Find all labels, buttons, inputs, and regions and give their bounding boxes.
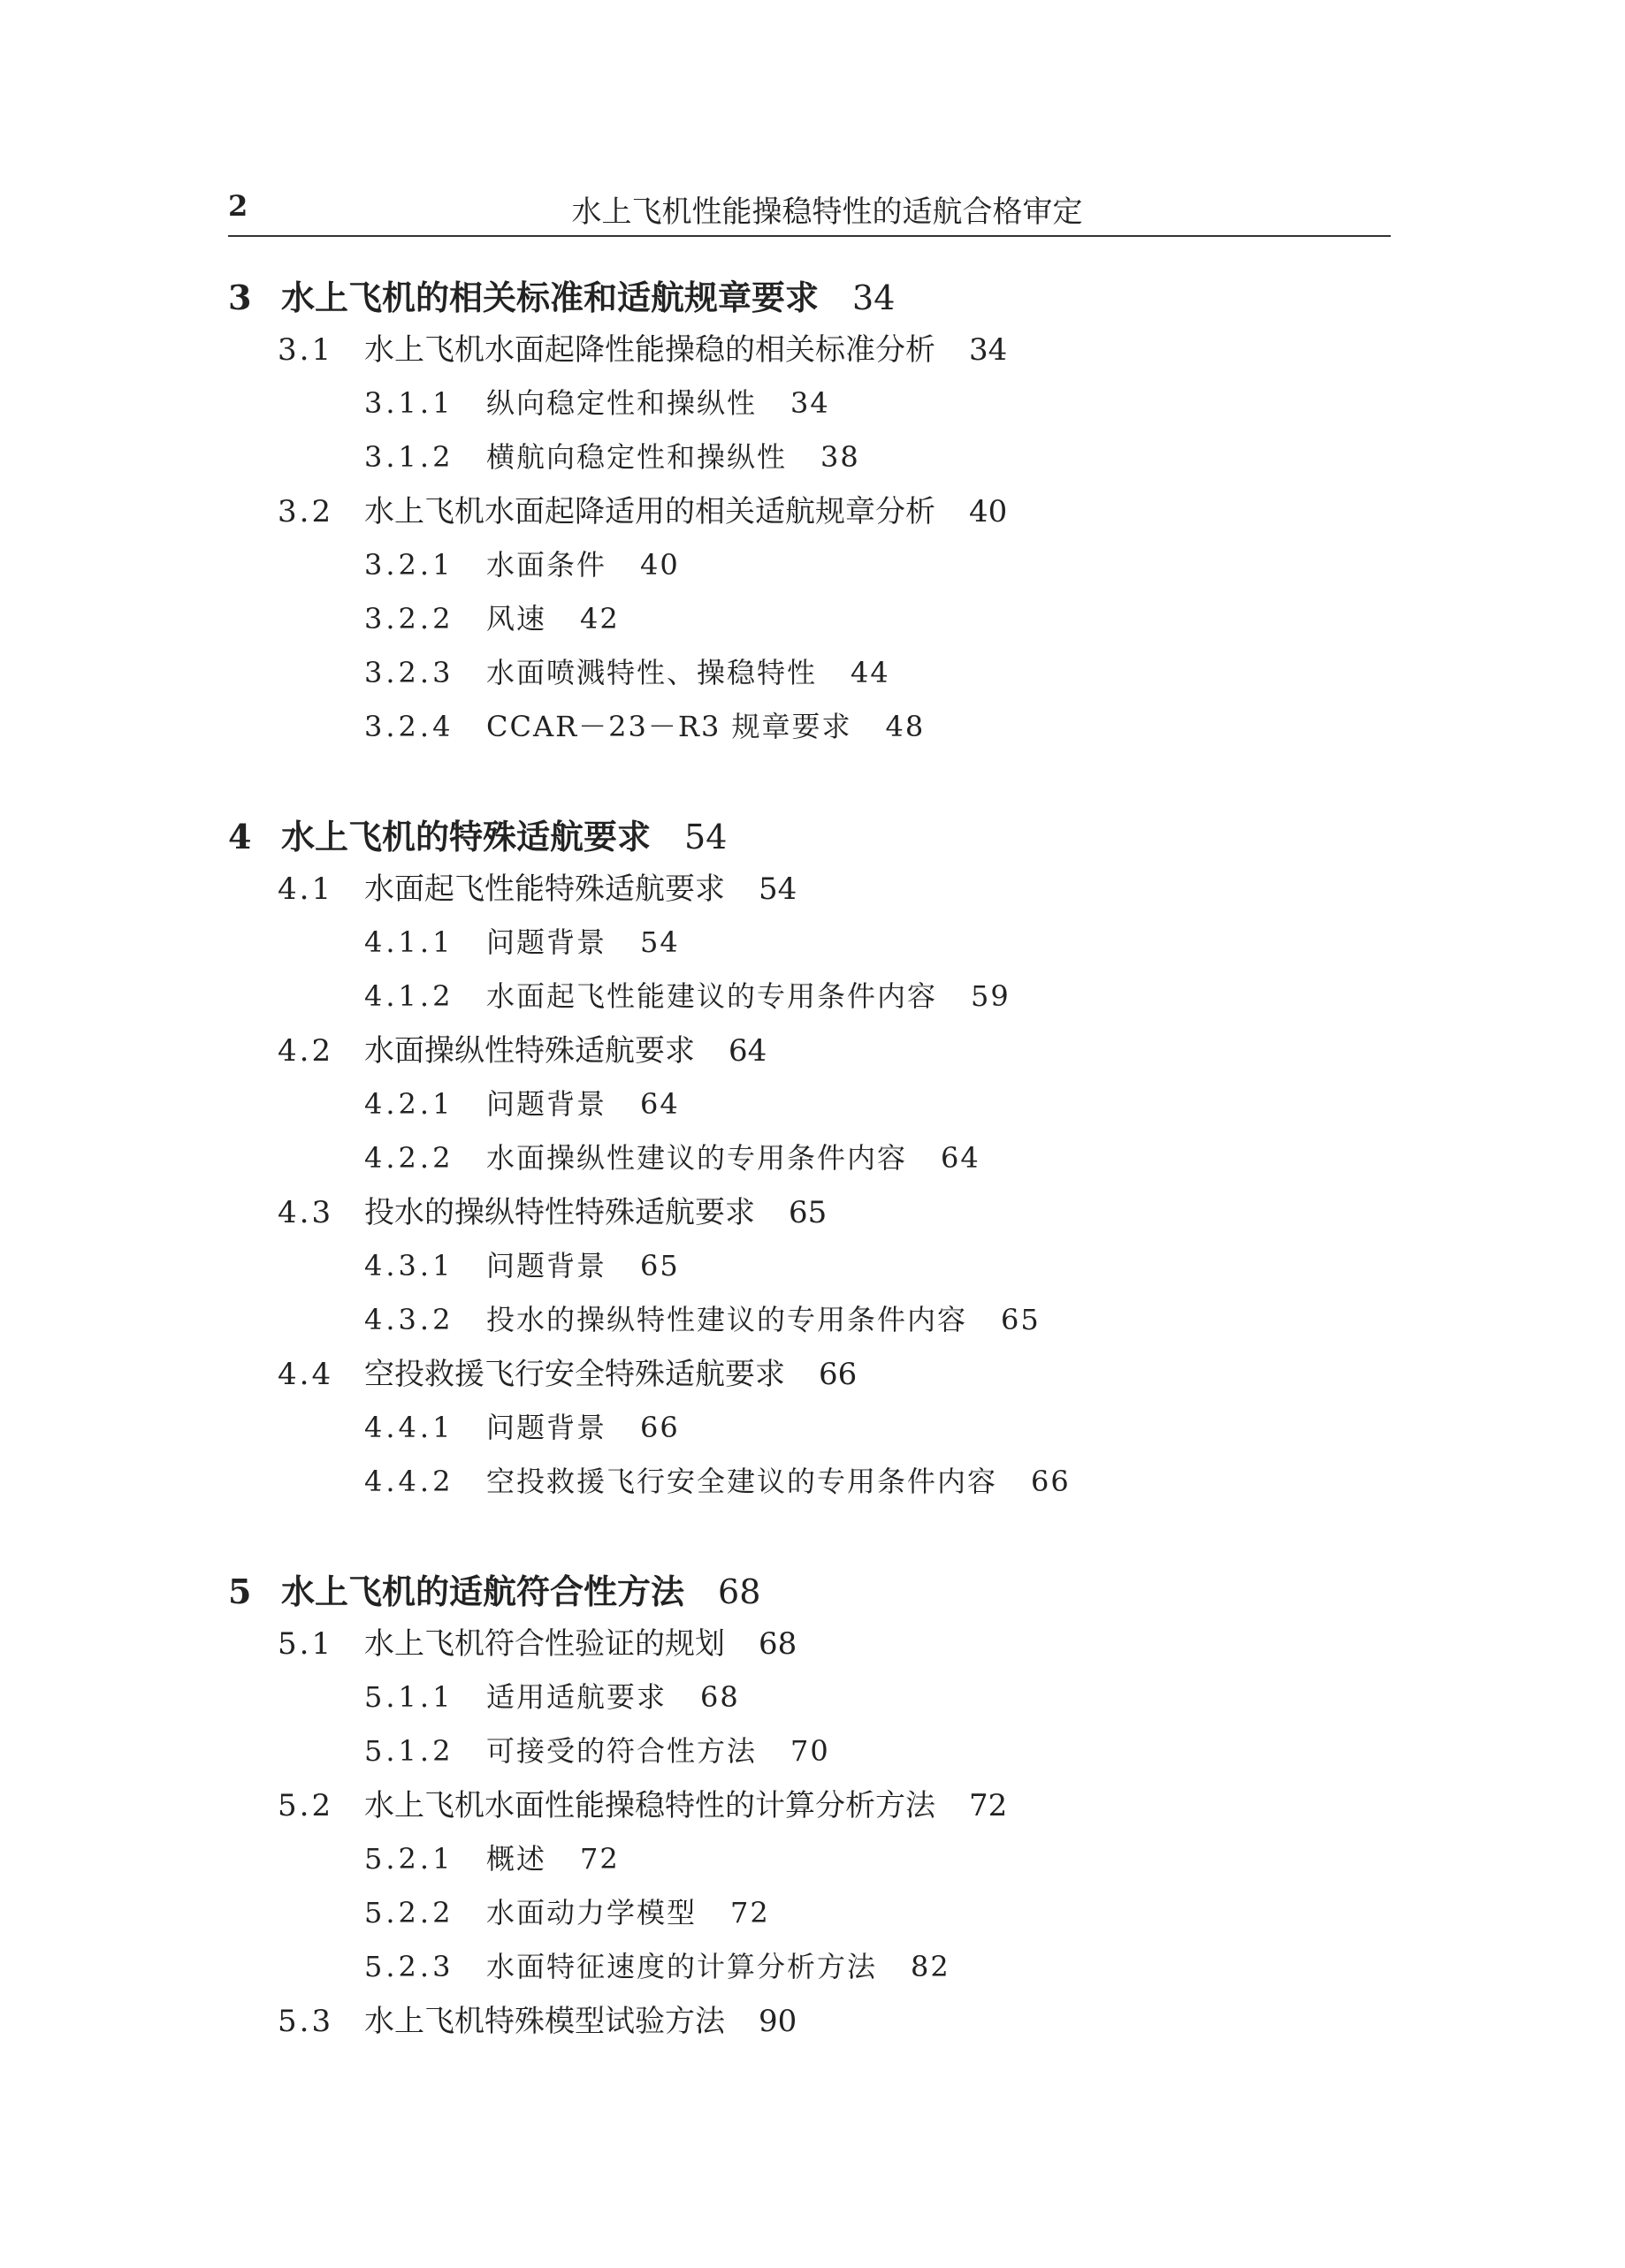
toc-entry-number: 3.1.2 (364, 440, 454, 474)
toc-entry (364, 1896, 770, 1929)
toc-entry-page: 70 (790, 1734, 830, 1768)
toc-entry (278, 1195, 828, 1230)
toc-entry-page: 66 (819, 1357, 858, 1392)
toc-entry-number: 4.4.2 (364, 1465, 454, 1498)
toc-entry-title: 问题背景 (486, 1087, 607, 1121)
toc-entry-number: 5.1.2 (364, 1734, 454, 1768)
toc-entry-page: 90 (759, 2004, 797, 2039)
toc-entry-title: 水面特征速度的计算分析方法 (486, 1950, 878, 1983)
toc-entry-title: 适用适航要求 (486, 1680, 668, 1714)
toc-entry-page: 66 (1031, 1465, 1071, 1498)
toc-entry (364, 1842, 620, 1876)
toc-entry-number: 4.4.1 (364, 1411, 454, 1444)
toc-entry-number: 4.1 (278, 871, 334, 907)
toc-entry-number: 3.2.1 (364, 548, 454, 582)
toc-entry-title: 水面起飞性能特殊适航要求 (364, 871, 725, 907)
toc-entry-title: CCAR－23－R3 规章要求 (486, 710, 852, 743)
toc-entry-number: 4.2.1 (364, 1087, 454, 1121)
toc-entry-page: 40 (969, 494, 1008, 529)
toc-entry-page: 34 (969, 332, 1008, 368)
toc-entry-title: 水面操纵性建议的专用条件内容 (486, 1141, 908, 1175)
toc-entry-title: 概述 (486, 1842, 547, 1876)
toc-entry-title: 空投救援飞行安全建议的专用条件内容 (486, 1465, 998, 1498)
toc-entry (364, 440, 860, 474)
toc-entry (364, 712, 925, 741)
toc-entry-page: 54 (640, 925, 680, 959)
toc-entry-title: 水上飞机的特殊适航要求 (281, 817, 652, 856)
toc-entry (364, 1305, 1041, 1334)
toc-entry-number: 3 (228, 278, 252, 317)
toc-entry-page: 72 (580, 1842, 620, 1876)
toc-entry-title: 水上飞机水面性能操稳特性的计算分析方法 (364, 1788, 935, 1823)
toc-entry (364, 1249, 680, 1282)
toc-entry-page: 34 (790, 386, 830, 420)
toc-entry (364, 658, 890, 687)
toc-entry (278, 2004, 797, 2039)
toc-entry-title: 水上飞机的适航符合性方法 (281, 1572, 685, 1611)
toc-entry-number: 5.2.1 (364, 1842, 454, 1876)
toc-entry-title: 水面操纵性特殊适航要求 (364, 1033, 695, 1069)
toc-entry-title: 问题背景 (486, 1249, 607, 1282)
toc-entry (364, 979, 1011, 1013)
toc-entry-page: 48 (885, 710, 926, 743)
toc-entry-number: 4.1.2 (364, 979, 454, 1013)
toc-entry-page: 65 (1001, 1303, 1041, 1336)
toc-entry-number: 4.3 (278, 1195, 334, 1230)
toc-entry (364, 1734, 830, 1768)
toc-entry (278, 1357, 858, 1392)
toc-entry-number: 5 (228, 1572, 252, 1611)
toc-entry-number: 4.2.2 (364, 1141, 454, 1175)
toc-entry (364, 1680, 740, 1714)
toc-entry-number: 5.2 (278, 1788, 334, 1823)
toc-entry-title: 水面喷溅特性、操稳特性 (486, 656, 818, 689)
toc-entry-page: 65 (789, 1195, 828, 1230)
toc-entry (278, 332, 1008, 368)
toc-entry-number: 4.3.2 (364, 1303, 454, 1336)
toc-entry (364, 1087, 680, 1121)
toc-entry-title: 可接受的符合性方法 (486, 1734, 758, 1768)
toc-entry-number: 3.1.1 (364, 386, 454, 420)
toc-entry-number: 5.1.1 (364, 1680, 454, 1714)
toc-entry-title: 问题背景 (486, 925, 607, 959)
toc-entry-title: 水上飞机的相关标准和适航规章要求 (281, 278, 820, 317)
toc-entry-number: 3.2.4 (364, 710, 454, 743)
toc-entry-title: 水面条件 (486, 548, 607, 582)
toc-entry-number: 3.2.2 (364, 602, 454, 635)
toc-entry-title: 投水的操纵特性建议的专用条件内容 (486, 1303, 968, 1336)
toc-entry-page: 64 (640, 1087, 680, 1121)
toc-entry-page: 68 (718, 1572, 761, 1611)
toc-entry-number: 4.1.1 (364, 925, 454, 959)
toc-entry-page: 42 (580, 602, 620, 635)
toc-entry (364, 602, 620, 635)
toc-entry (364, 548, 680, 582)
toc-entry-number: 3.1 (278, 332, 334, 368)
toc-entry-number: 4.4 (278, 1357, 334, 1392)
toc-entry-title: 水上飞机符合性验证的规划 (364, 1626, 725, 1662)
toc-entry (364, 1413, 680, 1442)
toc-entry-page: 82 (911, 1950, 950, 1983)
toc-entry-title: 投水的操纵特性特殊适航要求 (364, 1195, 755, 1230)
toc-entry-page: 68 (700, 1680, 740, 1714)
toc-entry-page: 38 (820, 440, 860, 474)
toc-entry (364, 1141, 980, 1175)
toc-entry (364, 1467, 1071, 1496)
toc-entry (364, 925, 680, 959)
toc-entry-title: 水上飞机水面起降适用的相关适航规章分析 (364, 494, 935, 529)
toc-entry-page: 40 (640, 548, 680, 582)
toc-entry-page: 64 (941, 1141, 980, 1175)
toc-entry-title: 水面动力学模型 (486, 1896, 698, 1929)
toc-entry-number: 5.2.2 (364, 1896, 454, 1929)
toc-entry-title: 纵向稳定性和操纵性 (486, 386, 758, 420)
toc-entry-title: 水上飞机水面起降性能操稳的相关标准分析 (364, 332, 935, 368)
running-title: 水上飞机性能操稳特性的适航合格审定 (571, 194, 1083, 230)
toc-entry-page: 72 (969, 1788, 1008, 1823)
toc-entry-title: 问题背景 (486, 1411, 607, 1444)
toc-entry-page: 65 (640, 1249, 680, 1282)
toc-entry-number: 4 (228, 817, 252, 856)
toc-entry-page: 64 (729, 1033, 767, 1069)
toc-entry (364, 386, 830, 420)
toc-entry-page: 59 (971, 979, 1011, 1013)
toc-entry-page: 72 (730, 1896, 770, 1929)
toc-entry (278, 1033, 767, 1069)
toc-entry-page: 54 (684, 818, 728, 856)
toc-entry-number: 5.2.3 (364, 1950, 454, 1983)
toc-entry-title: 风速 (486, 602, 547, 635)
toc-entry (278, 494, 1008, 529)
toc-entry-page: 44 (851, 656, 890, 689)
running-header (228, 177, 1391, 237)
toc-entry-number: 5.3 (278, 2004, 334, 2039)
toc-entry-number: 5.1 (278, 1626, 334, 1662)
toc-entry (228, 817, 728, 856)
toc-entry-title: 水面起飞性能建议的专用条件内容 (486, 979, 938, 1013)
toc-entry-page: 34 (852, 278, 896, 317)
toc-entry-title: 横航向稳定性和操纵性 (486, 440, 788, 474)
toc-entry (278, 1626, 797, 1662)
toc-entry-page: 66 (640, 1411, 680, 1444)
toc-entry-page: 68 (759, 1626, 797, 1662)
toc-entry (278, 1788, 1008, 1823)
toc-entry-title: 水上飞机特殊模型试验方法 (364, 2004, 725, 2039)
toc-entry-number: 4.2 (278, 1033, 334, 1069)
toc-entry (278, 871, 797, 907)
page-number: 2 (228, 189, 248, 223)
toc-entry-title: 空投救援飞行安全特殊适航要求 (364, 1357, 785, 1392)
toc-entry-number: 3.2.3 (364, 656, 454, 689)
toc-entry (228, 278, 896, 317)
toc-entry (228, 1572, 761, 1611)
toc-entry-number: 3.2 (278, 494, 334, 529)
toc-entry-page: 54 (759, 871, 797, 907)
toc-entry-number: 4.3.1 (364, 1249, 454, 1282)
toc-entry (364, 1952, 950, 1981)
